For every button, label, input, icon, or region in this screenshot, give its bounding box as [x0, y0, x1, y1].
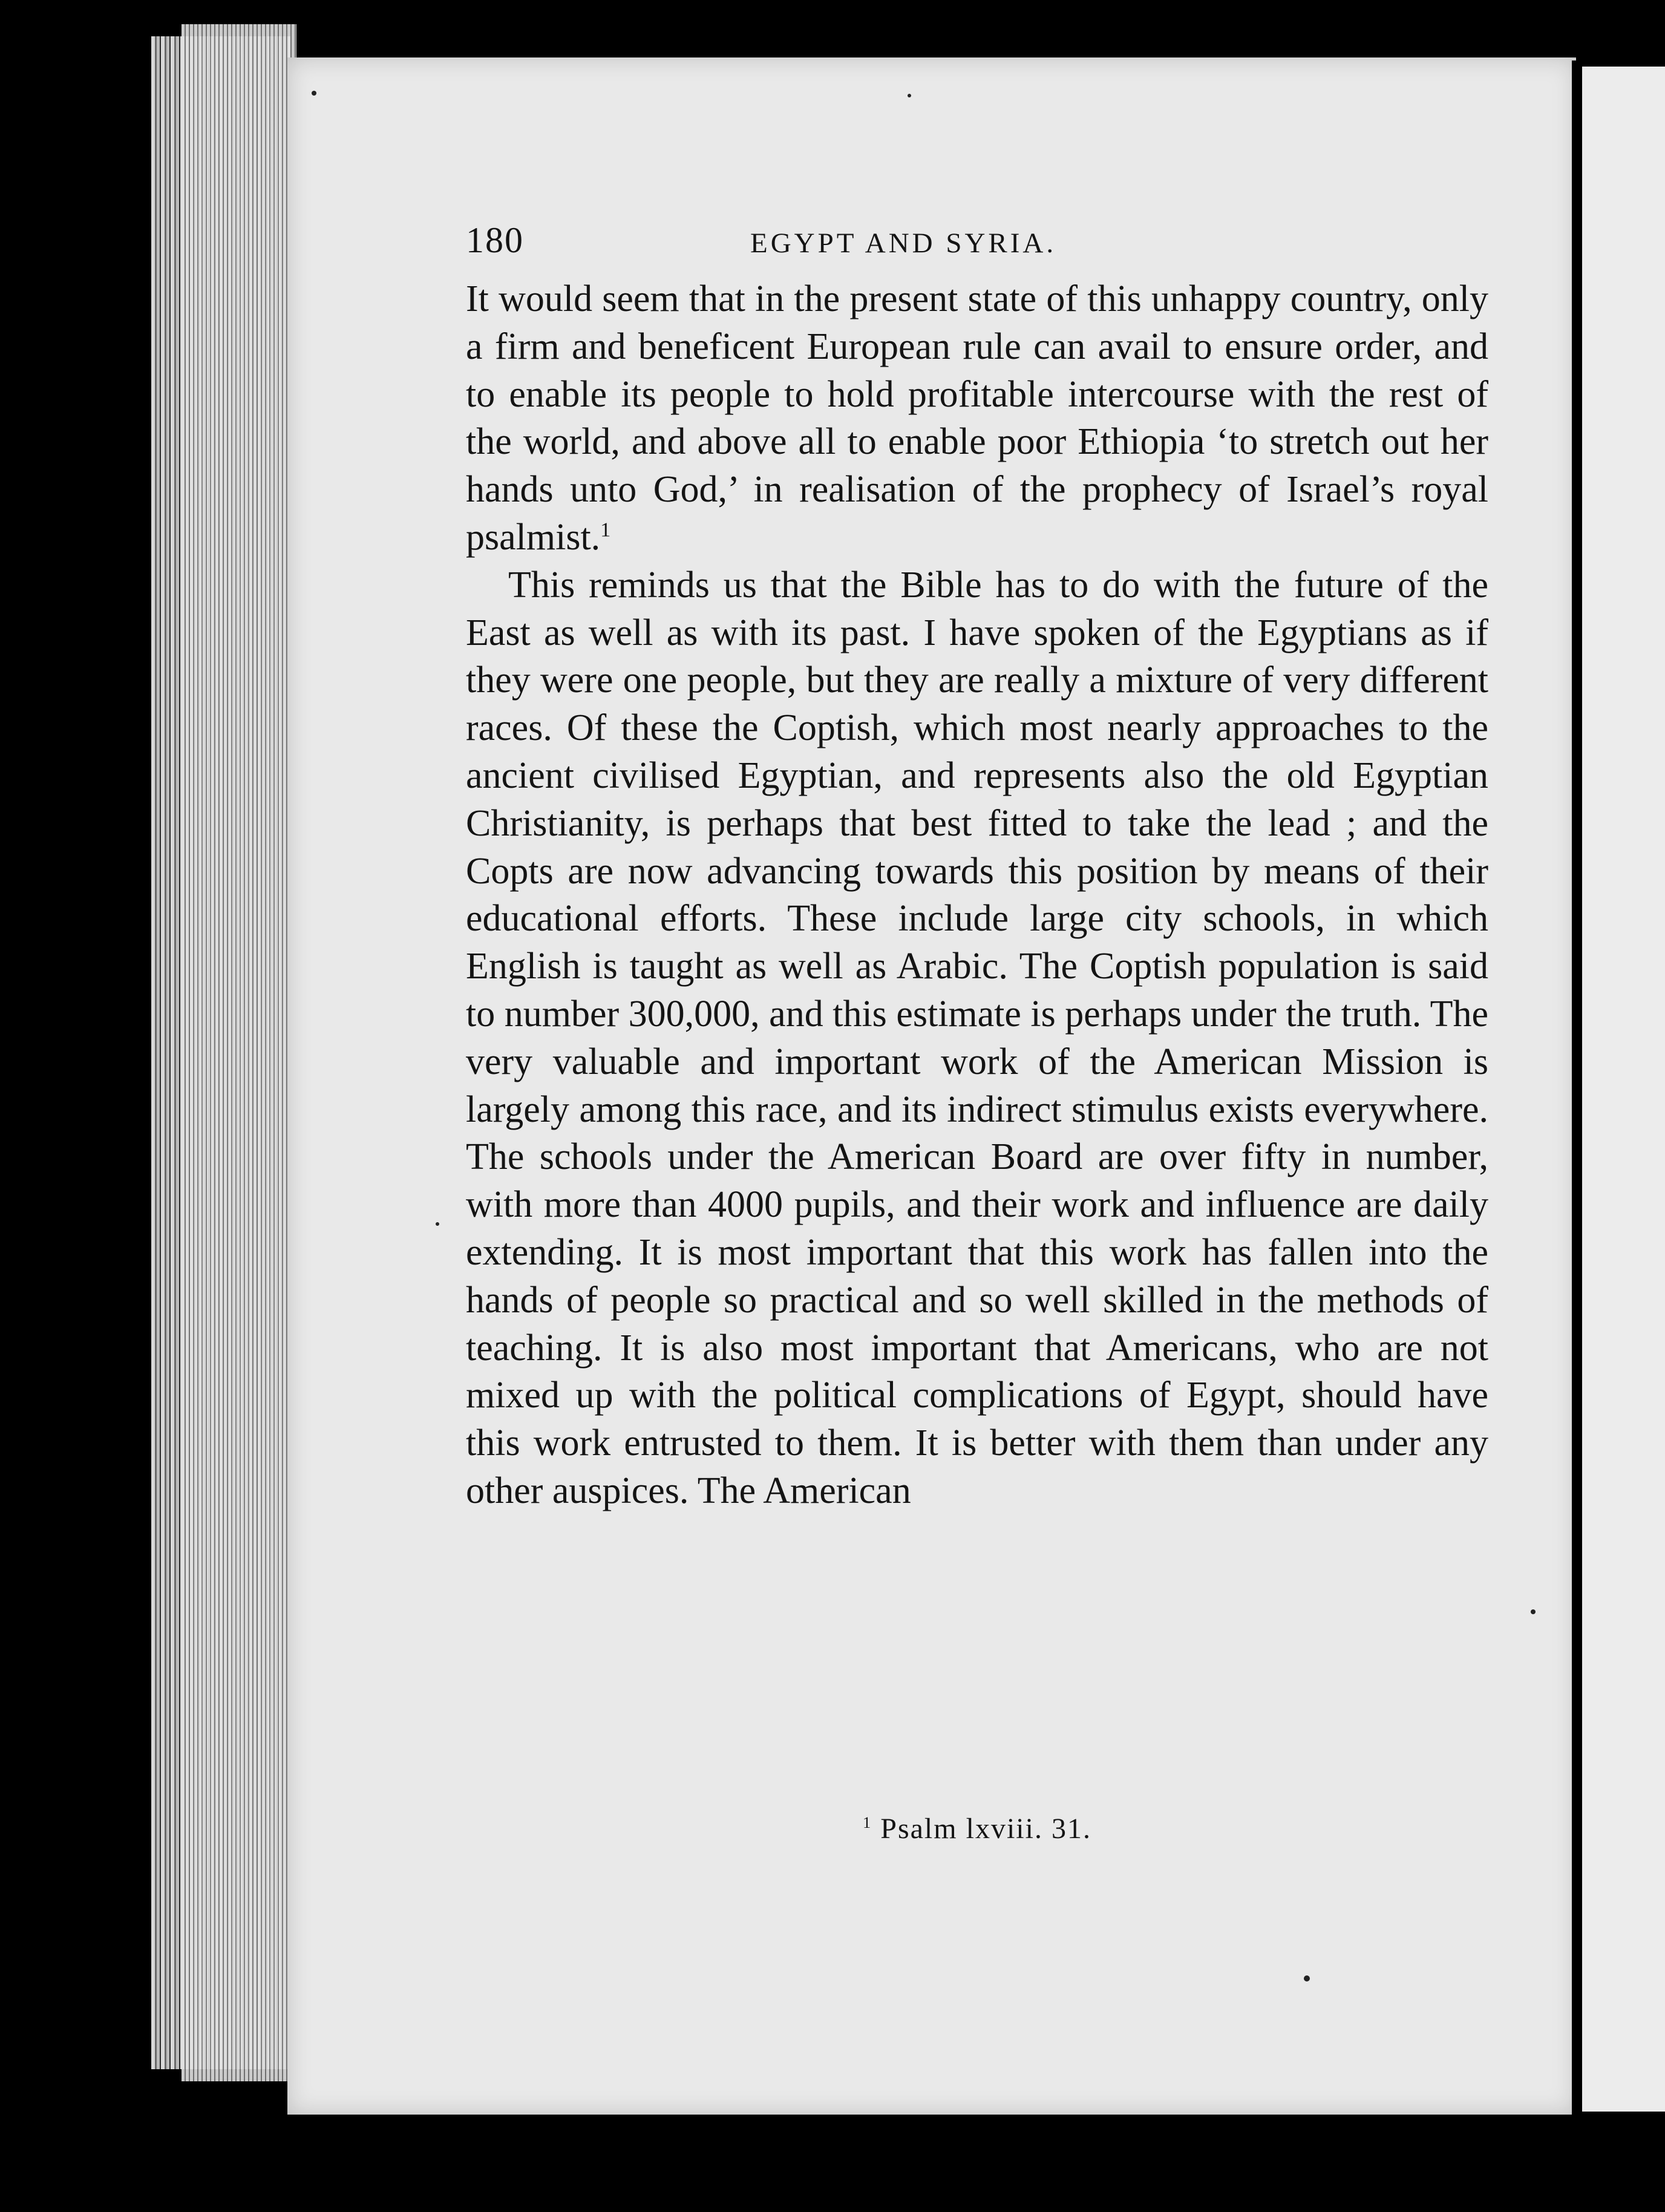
facing-page-edge	[1582, 67, 1665, 2112]
footnote	[466, 1812, 1488, 1845]
footnote-text: Psalm lxviii. 31.	[880, 1813, 1091, 1845]
page-text-area	[466, 209, 1488, 1845]
paragraph-1-text: It would seem that in the present state of this unhappy country, only a firm and beneficent European rule can avail to ensure order, and to enable its people to hold profitable intercourse with the rest of the world, and above all to enable poor Ethiopia ‘to stretch out her hands unto God,’ in realisation of the prophecy of Israel’s royal psalmist.	[466, 278, 1488, 558]
body-text	[466, 275, 1488, 1515]
footnote-mark: 1	[863, 1813, 872, 1831]
book-page-edges-inner	[182, 24, 296, 2081]
paragraph-1	[466, 275, 1488, 561]
paragraph-2-text: This reminds us that the Bible has to do with the future of the East as well as with its past. I have spoken of the Egyptians as if they were one people, but they are really a mixture of very different races. Of these the Coptish, which most nearly approaches to the ancient civilised Egyptian, and represents also the old Egyptian Christianity, is perhaps that best fitted to take the lead ; and the Copts are now advancing towards this position by means of their educational efforts. These include large city schools, in which English is taught as well as Arabic. The Coptish population is said to number 300,000, and this estimate is perhaps under the truth. The very valuable and important work of the American Mission is largely among this race, and its indirect stimulus exists everywhere. The schools under the American Board are over fifty in number, with more than 4000 pupils, and their work and influence are daily extending. It is most important that this work has fallen into the hands of people so practical and so well skilled in the methods of teaching. It is also most important that Americans, who are not mixed up with the political complications of Egypt, should have this work entrusted to them. It is better with them than under any other auspices. The American	[466, 564, 1488, 1511]
paragraph-2	[466, 561, 1488, 1515]
footnote-reference: 1	[600, 519, 611, 542]
running-title: EGYPT AND SYRIA.	[750, 227, 1057, 259]
running-head	[466, 209, 1488, 275]
page-number: 180	[466, 220, 524, 260]
